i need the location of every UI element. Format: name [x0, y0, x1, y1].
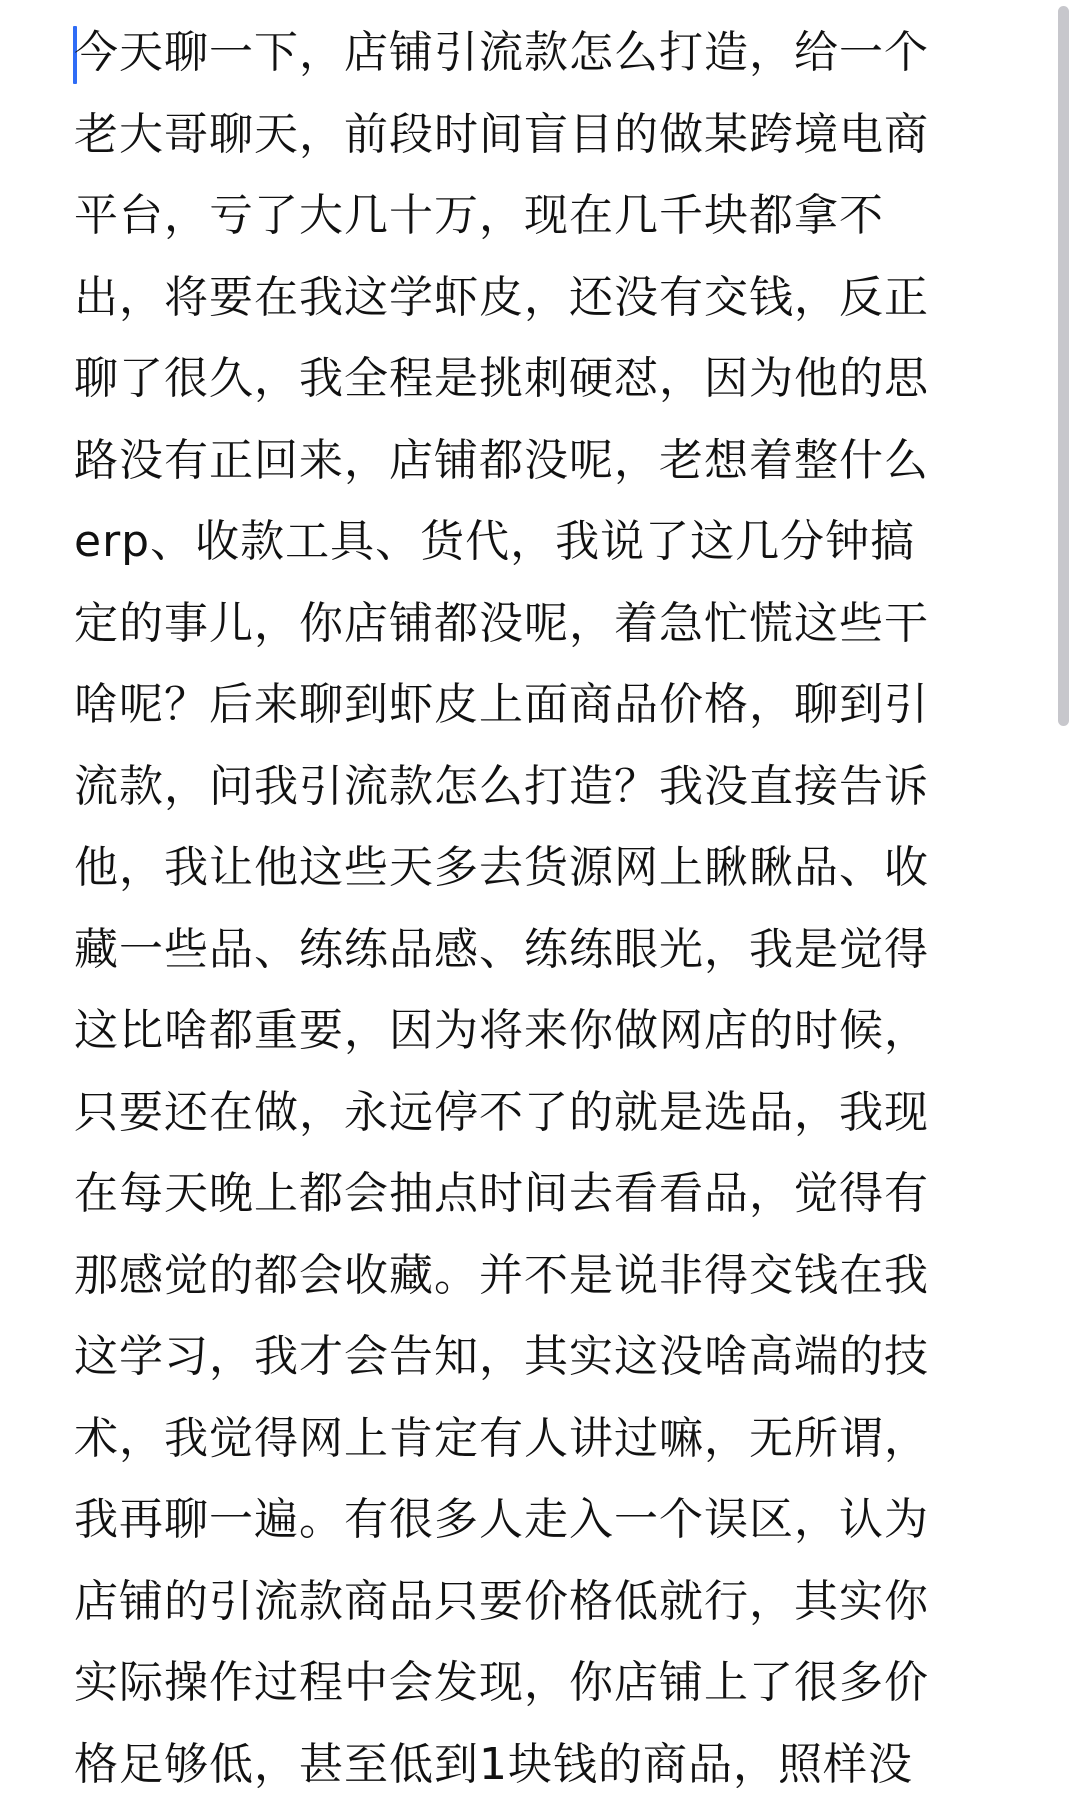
text-line: 啥呢？后来聊到虾皮上面商品价格，聊到引 — [74, 679, 929, 730]
text-line: 定的事儿，你店铺都没呢，着急忙慌这些干 — [74, 597, 929, 649]
text-line: 今天聊一下，店铺引流款怎么打造，给一个 — [74, 27, 929, 78]
text-line: 平台，亏了大几十万，现在几千块都拿不 — [74, 190, 884, 241]
text-line: 老大哥聊天，前段时间盲目的做某跨境电商 — [74, 108, 929, 160]
text-line: 只要还在做，永远停不了的就是选品，我现 — [74, 1086, 929, 1138]
text-line: 店铺的引流款商品只要价格低就行，其实你 — [74, 1575, 929, 1627]
text-line: 实际操作过程中会发现，你店铺上了很多价 — [74, 1657, 929, 1708]
text-line: 这学习，我才会告知，其实这没啥高端的技 — [74, 1331, 929, 1382]
text-line: 术，我觉得网上肯定有人讲过嘛，无所谓， — [74, 1412, 929, 1464]
text-line: 这比啥都重要，因为将来你做网店的时候， — [74, 1005, 929, 1056]
text-line: erp、收款工具、货代，我说了这几分钟搞 — [74, 516, 916, 567]
text-line: 路没有正回来，店铺都没呢，老想着整什么 — [74, 434, 929, 486]
text-line: 出，将要在我这学虾皮，还没有交钱，反正 — [74, 271, 929, 323]
scrollbar-thumb[interactable] — [1058, 6, 1069, 726]
text-line: 聊了很久，我全程是挑刺硬怼，因为他的思 — [74, 353, 929, 404]
text-line: 在每天晚上都会抽点时间去看看品，觉得有 — [74, 1168, 929, 1219]
text-line: 我再聊一遍。有很多人走入一个误区，认为 — [74, 1494, 929, 1545]
text-line: 流款，问我引流款怎么打造？我没直接告诉 — [74, 760, 929, 812]
text-line: 藏一些品、练练品感、练练眼光，我是觉得 — [74, 923, 929, 975]
vertical-scrollbar[interactable] — [1050, 0, 1080, 1801]
text-line: 他，我让他这些天多去货源网上瞅瞅品、收 — [74, 842, 929, 893]
text-line: 那感觉的都会收藏。并不是说非得交钱在我 — [74, 1249, 929, 1301]
document-body[interactable] — [74, 12, 1004, 1801]
text-line: 格足够低，甚至低到1块钱的商品，照样没 — [74, 1738, 913, 1790]
